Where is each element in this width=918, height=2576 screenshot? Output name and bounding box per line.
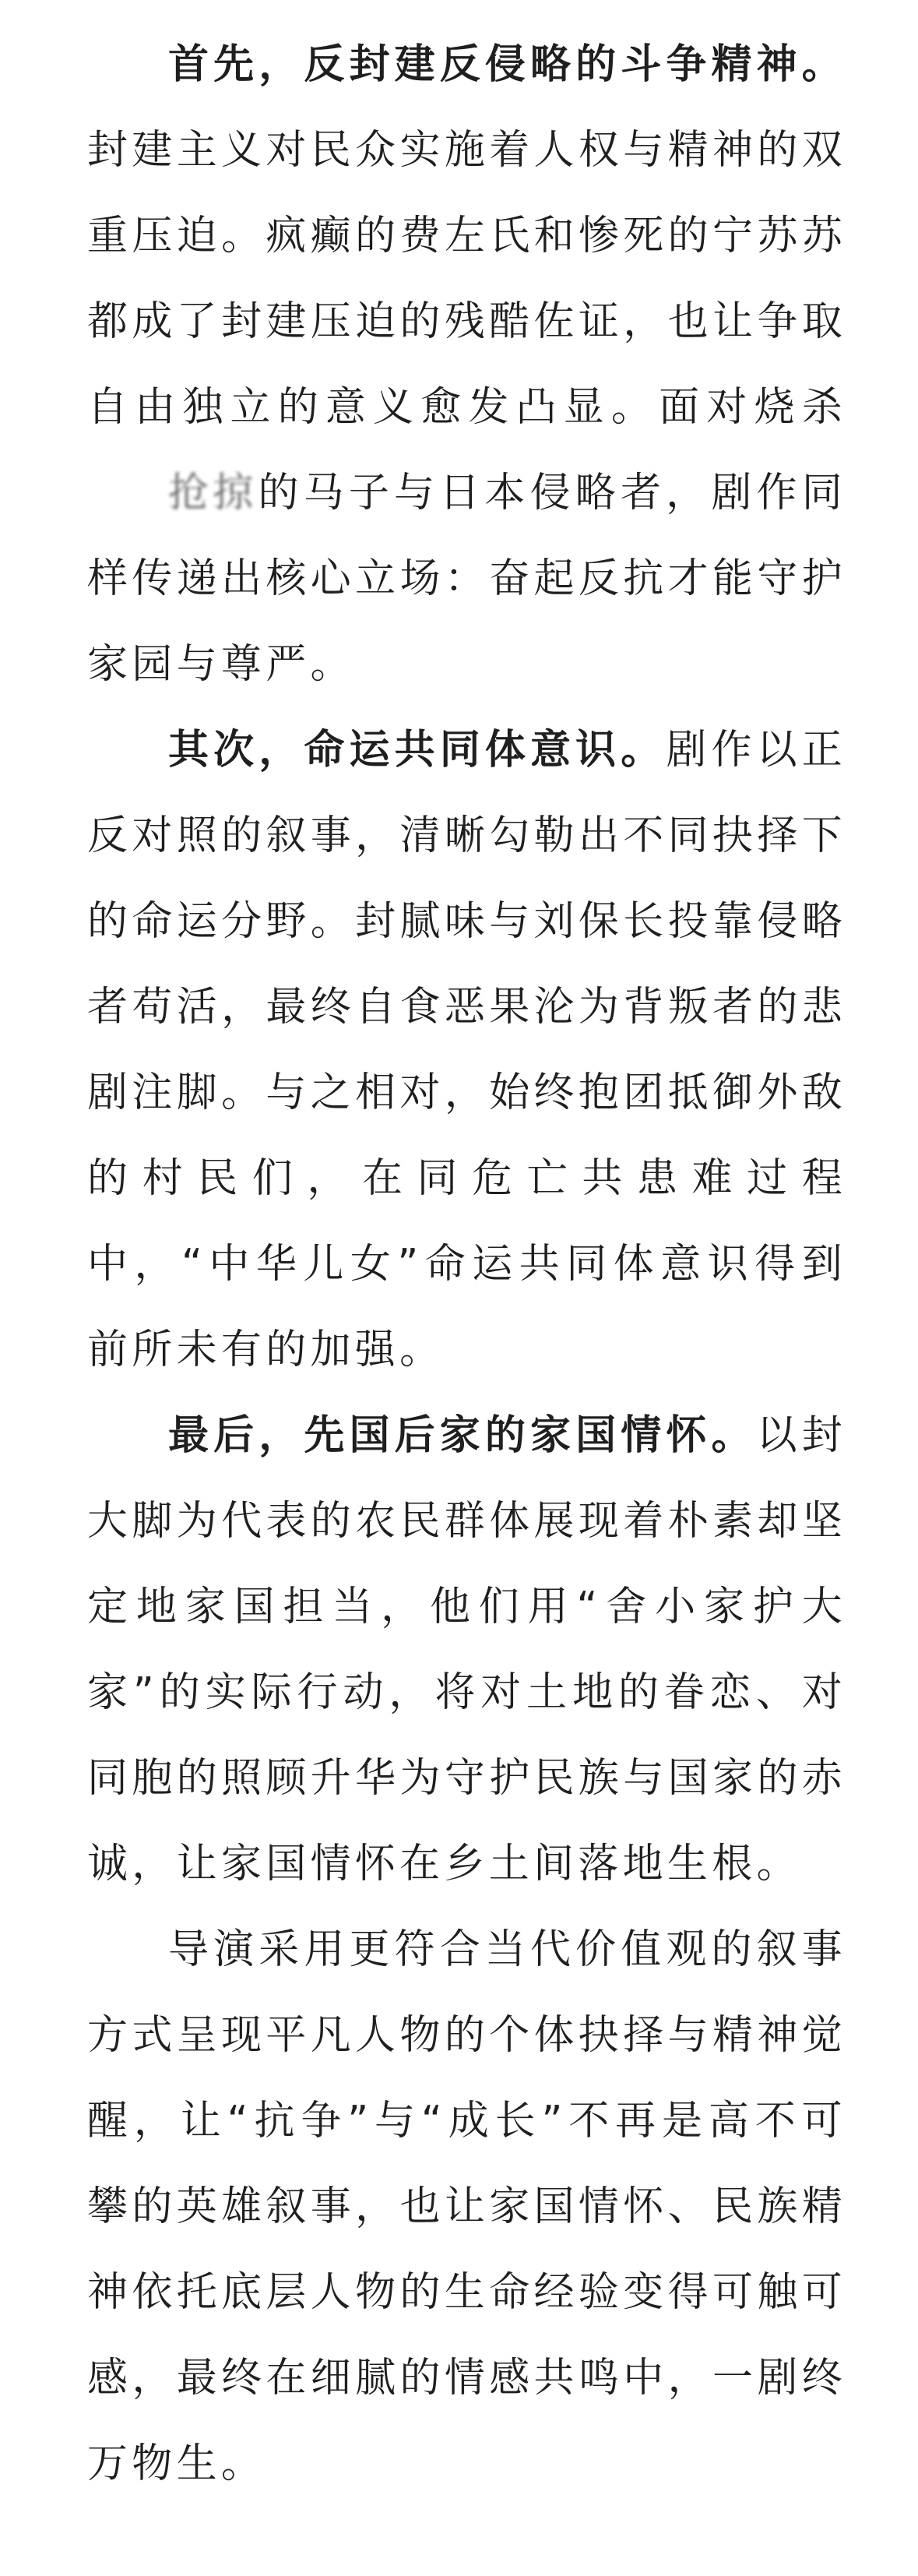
paragraph-2 bbox=[87, 707, 846, 1393]
paragraph-3 bbox=[87, 1393, 846, 1907]
paragraph-1-text: 封建主义对民众实施着人权与精神的双重压迫。疯癫的费左氏和惨死的宁苏苏都成了封建压迫的残酷佐证，也让争取自由独立的意义愈发凸显。面对烧杀 bbox=[87, 127, 846, 431]
paragraph-3-heading: 最后，先国后家的家国情怀。 bbox=[168, 1412, 757, 1459]
paragraph-4 bbox=[87, 1907, 846, 2507]
paragraph-1 bbox=[87, 22, 846, 707]
article-body bbox=[87, 22, 846, 2507]
blurred-word: 抢掠 bbox=[168, 470, 258, 516]
paragraph-1-text-end: 的马子与日本侵略者，剧作同样传递出核心立场：奋起反抗才能守护家园与尊严。 bbox=[87, 470, 846, 688]
paragraph-2-text: 剧作以正反对照的叙事，清晰勾勒出不同抉择下的命运分野。封腻味与刘保长投靠侵略者苟活，最终自食恶果沦为背叛者的悲剧注脚。与之相对，始终抱团抵御外敌的村民们，在同危亡共患难过程中，“中华儿女”命运共同体意识得到前所未有的加强。 bbox=[87, 727, 846, 1373]
paragraph-2-heading: 其次，命运共同体意识。 bbox=[168, 727, 667, 774]
paragraph-3-text: 以封大脚为代表的农民群体展现着朴素却坚定地家国担当，他们用“舍小家护大家”的实际行动，将对土地的眷恋、对同胞的照顾升华为守护民族与国家的赤诚，让家国情怀在乡土间落地生根。 bbox=[87, 1412, 846, 1887]
paragraph-1-heading: 首先，反封建反侵略的斗争精神。 bbox=[168, 41, 846, 88]
paragraph-4-text: 导演采用更符合当代价值观的叙事方式呈现平凡人物的个体抉择与精神觉醒，让“抗争”与“成长”不再是高不可攀的英雄叙事，也让家国情怀、民族精神依托底层人物的生命经验变得可触可感，最终在细腻的情感共鸣中，一剧终万物生。 bbox=[87, 1926, 846, 2487]
